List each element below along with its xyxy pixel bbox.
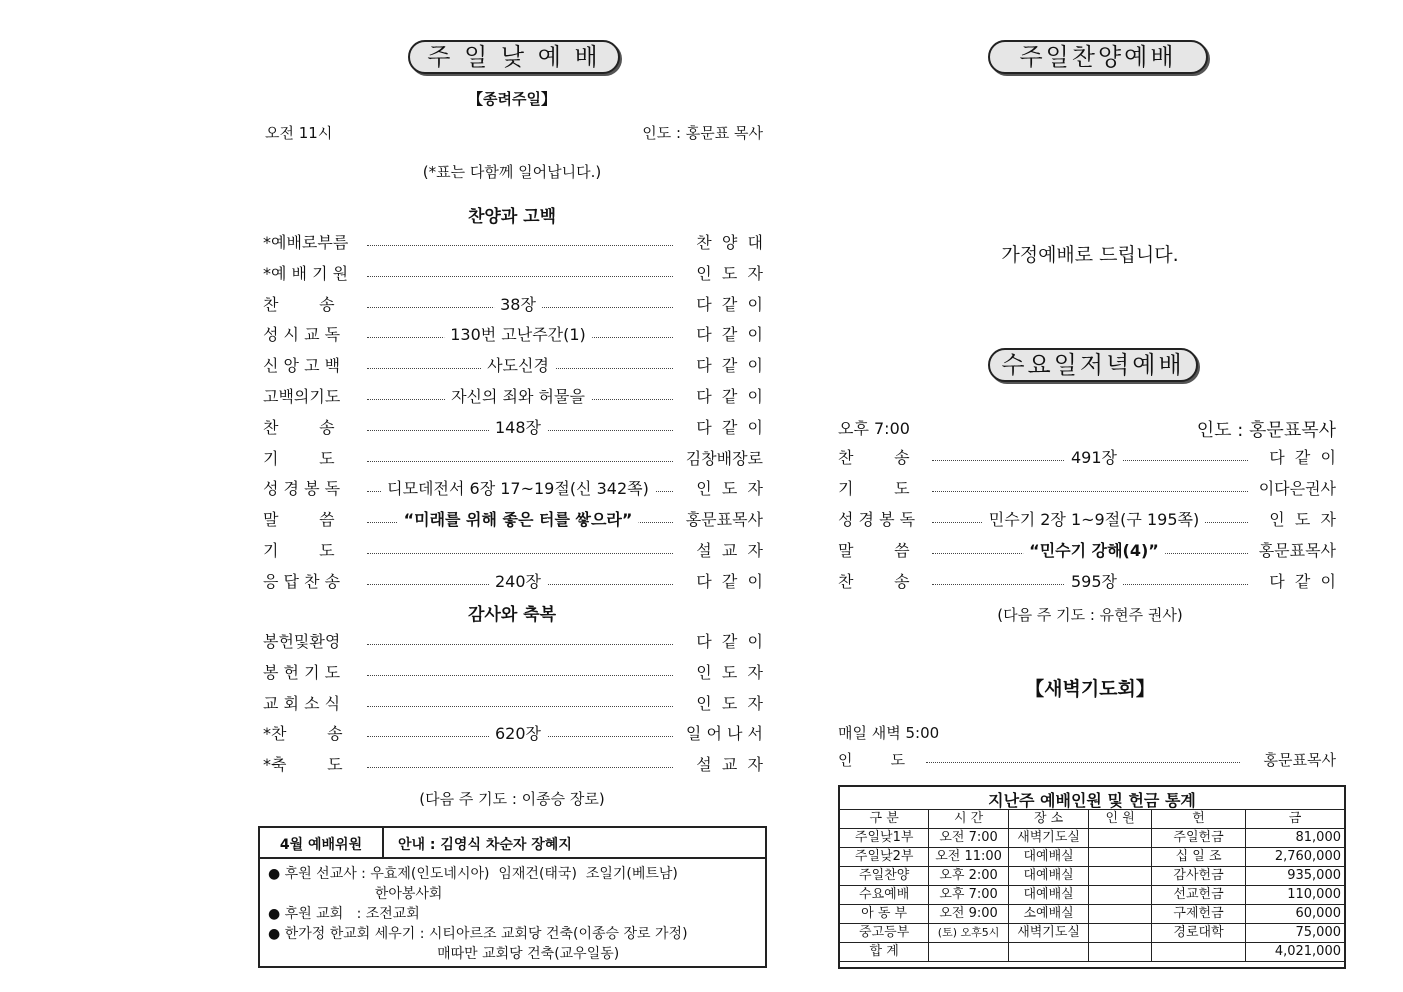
order-role: 다 같 이 [696,417,763,437]
stats-cell: 60,000 [1246,905,1345,924]
stats-cell [1089,886,1152,905]
order-label: *예배로부름 [263,233,349,252]
stats-cell [1089,943,1152,962]
order-row [263,264,763,284]
leader-dots [367,245,673,246]
order-role: 다 같 이 [696,294,763,314]
family-worship-text: 가정예배로 드립니다. [1001,244,1179,266]
order-label: *예 배 기 원 [263,263,349,283]
stats-cell: 81,000 [1246,829,1345,848]
committee-month-label: 4월 예배위원 [279,837,363,853]
order-role: 김창배장로 [685,448,763,468]
stats-cell [1089,848,1152,867]
dawn-leader-label: 인 도 [838,751,906,769]
stats-header-cell: 금 [1246,810,1345,829]
stats-cell [1089,905,1152,924]
stats-row [840,848,1345,867]
dawn-time: 매일 새벽 5:00 [838,724,940,742]
order-label: 찬 송 [263,417,335,437]
order-detail: 595장 [1065,572,1123,592]
order-detail: 사도신경 [481,356,555,376]
stats-header-cell: 시 간 [929,810,1009,829]
order-label: 성 경 봉 독 [263,479,341,499]
order-detail: “민수기 강해(4)” [1023,541,1165,561]
order-row [263,449,763,469]
stats-cell [1151,943,1245,962]
order-role: 홍문표목사 [1258,541,1336,560]
order-row [263,325,763,345]
stats-cell: 4,021,000 [1246,943,1345,962]
leader-dots [367,553,673,554]
stats-header-row [840,810,1345,829]
dawn-leader-name: 홍문표목사 [1263,751,1336,769]
order-row [263,387,763,407]
order-label: 응 답 찬 송 [263,571,341,591]
stats-cell: 구제헌금 [1151,905,1245,924]
stats-cell: 수요예배 [840,886,929,905]
stats-row [840,943,1345,962]
order-row [838,572,1336,592]
stats-cell [1089,829,1152,848]
stats-cell [1089,924,1152,943]
stats-row [840,905,1345,924]
wednesday-service-title: 수요일저녁예배 [988,348,1198,382]
order-role: 다 같 이 [696,571,763,591]
order-role: 인 도 자 [696,693,763,713]
next-week-prayer: (다음 주 기도 : 이종승 장로) [419,790,605,808]
order-row [838,510,1336,530]
leader-dots [367,675,673,676]
committee-line: 한아봉사회 [268,886,443,902]
stats-cell: 주일찬양 [840,867,929,886]
palm-sunday-label: 【종려주일】 [468,90,556,108]
stats-cell: 오후 2:00 [929,867,1009,886]
order-row [838,541,1336,561]
order-detail: 620장 [489,724,547,744]
order-label: 찬 송 [838,572,910,591]
stats-cell: 소예배실 [1008,905,1088,924]
order-label: *찬 송 [263,724,343,744]
order-row [263,356,763,376]
order-row [263,663,763,683]
order-role: 다 같 이 [1269,572,1336,591]
stats-header-cell: 구 분 [840,810,929,829]
dawn-leader-row [838,750,1336,770]
stats-cell: 오전 7:00 [929,829,1009,848]
order-row [263,233,763,253]
stats-title: 지난주 예배인원 및 헌금 통계 [988,791,1196,810]
order-label: 기 도 [263,541,335,560]
stats-cell: 오전 9:00 [929,905,1009,924]
order-label: 신 앙 고 백 [263,356,341,376]
stats-cell: 오전 11:00 [929,848,1009,867]
wed-leader: 인도 : 홍문표목사 [1196,420,1336,441]
order-label: 말 씀 [838,541,910,560]
stats-cell: 오후 7:00 [929,886,1009,905]
committee-line: 매따만 교회당 건축(교우일동) [268,946,620,962]
order-row [263,541,763,561]
order-detail: 240장 [489,572,547,592]
committee-line: ● 한가정 한교회 세우기 : 시티아르조 교회당 건축(이종승 장로 가정) [268,926,688,942]
order-detail: 130번 고난주간(1) [444,325,592,345]
leader-dots [367,706,673,707]
stats-cell: 75,000 [1246,924,1345,943]
order-label: 봉헌및환영 [263,632,341,651]
leader-dots [932,491,1248,492]
order-role: 인 도 자 [696,662,763,682]
standing-note: (*표는 다함께 일어납니다.) [422,163,602,181]
order-row [263,694,763,714]
order-role: 인 도 자 [1269,510,1336,529]
order-row [263,724,763,744]
order-label: 찬 송 [838,448,910,467]
wed-next-prayer: (다음 주 기도 : 유현주 권사) [997,606,1183,624]
service-time: 오전 11시 [265,124,333,142]
order-role: 인 도 자 [696,479,763,499]
stats-cell: (토) 오후5시 [929,924,1009,943]
order-label: 봉 헌 기 도 [263,662,341,682]
order-role: 이다은권사 [1258,479,1336,498]
stats-box [838,785,1346,969]
order-role: 찬 양 대 [696,233,763,252]
leader-dots [367,767,673,768]
order-detail: 491장 [1065,448,1123,468]
stats-row [840,867,1345,886]
order-row [263,418,763,438]
order-label: 말 씀 [263,510,335,530]
stats-cell: 2,760,000 [1246,848,1345,867]
stats-table [839,809,1345,962]
order-role: 다 같 이 [1269,448,1336,467]
stats-row [840,886,1345,905]
order-row [263,572,763,592]
order-label: 성 경 봉 독 [838,510,916,529]
order-label: 교 회 소 식 [263,693,341,713]
stats-cell: 110,000 [1246,886,1345,905]
order-role: 다 같 이 [696,325,763,345]
wed-time: 오후 7:00 [838,419,910,438]
order-row [263,632,763,652]
sunday-praise-title: 주일찬양예배 [988,40,1208,74]
leader-dots [367,461,673,462]
stats-cell [1089,867,1152,886]
stats-cell: 주일낮2부 [840,848,929,867]
order-detail: 민수기 2장 1~9절(구 195쪽) [983,510,1205,530]
order-role: 설 교 자 [696,541,763,560]
stats-cell: 선교헌금 [1151,886,1245,905]
stats-cell: 합 계 [840,943,929,962]
order-label: *축 도 [263,755,343,775]
order-label: 고백의기도 [263,387,341,406]
order-label: 성 시 교 독 [263,325,341,345]
order-row [263,479,763,499]
order-label: 찬 송 [263,294,335,314]
service-leader: 인도 : 홍문표 목사 [642,124,763,142]
order-row [263,295,763,315]
committee-line: ● 후원 선교사 : 우효제(인도네시아) 임재건(태국) 조일기(베트남) [268,866,678,882]
order-detail: 자신의 죄와 허물을 [445,387,591,407]
order-row [263,755,763,775]
order-detail: 38장 [494,295,542,315]
order-role: 일 어 나 서 [685,724,763,744]
committee-lines [268,864,758,964]
section-praise-confession: 찬양과 고백 [467,207,557,227]
dawn-prayer-title: 【새벽기도회】 [1025,678,1155,700]
section-thanks-blessing: 감사와 축복 [467,605,557,625]
stats-cell: 감사헌금 [1151,867,1245,886]
stats-cell: 주일헌금 [1151,829,1245,848]
order-role: 설 교 자 [696,755,763,775]
worship-committee-box [258,826,767,968]
leader-dots [367,276,673,277]
stats-cell: 아 동 부 [840,905,929,924]
stats-cell: 새벽기도실 [1008,924,1088,943]
committee-line: ● 후원 교회 : 조전교회 [268,906,420,922]
order-row [838,479,1336,499]
stats-cell: 십 일 조 [1151,848,1245,867]
order-role: 다 같 이 [696,387,763,406]
stats-cell: 경로대학 [1151,924,1245,943]
stats-header-cell: 인 원 [1089,810,1152,829]
order-role: 다 같 이 [696,356,763,376]
dawn-dots [926,762,1240,763]
order-row [838,448,1336,468]
stats-cell [1008,943,1088,962]
stats-row [840,924,1345,943]
stats-header-cell: 헌 [1151,810,1245,829]
leader-dots [367,644,673,645]
order-detail: 148장 [489,418,547,438]
stats-cell: 대예배실 [1008,848,1088,867]
sunday-service-title: 주 일 낮 예 배 [408,40,620,74]
committee-header-divider [260,857,765,859]
order-role: 다 같 이 [696,632,763,651]
stats-cell [929,943,1009,962]
stats-row [840,829,1345,848]
order-role: 인 도 자 [696,263,763,283]
stats-cell: 대예배실 [1008,867,1088,886]
order-row [263,510,763,530]
stats-cell: 중고등부 [840,924,929,943]
order-label: 기 도 [263,448,335,468]
stats-cell: 새벽기도실 [1008,829,1088,848]
stats-header-cell: 장 소 [1008,810,1088,829]
order-detail: 디모데전서 6장 17~19절(신 342쪽) [381,479,655,499]
committee-header-vline [382,828,384,857]
order-detail: “미래를 위해 좋은 터를 쌓으라” [398,510,639,530]
stats-cell: 935,000 [1246,867,1345,886]
committee-guide: 안내 : 김영식 차순자 장혜지 [398,837,572,853]
stats-cell: 대예배실 [1008,886,1088,905]
stats-cell: 주일낮1부 [840,829,929,848]
order-role: 홍문표목사 [685,510,763,530]
order-label: 기 도 [838,479,910,498]
